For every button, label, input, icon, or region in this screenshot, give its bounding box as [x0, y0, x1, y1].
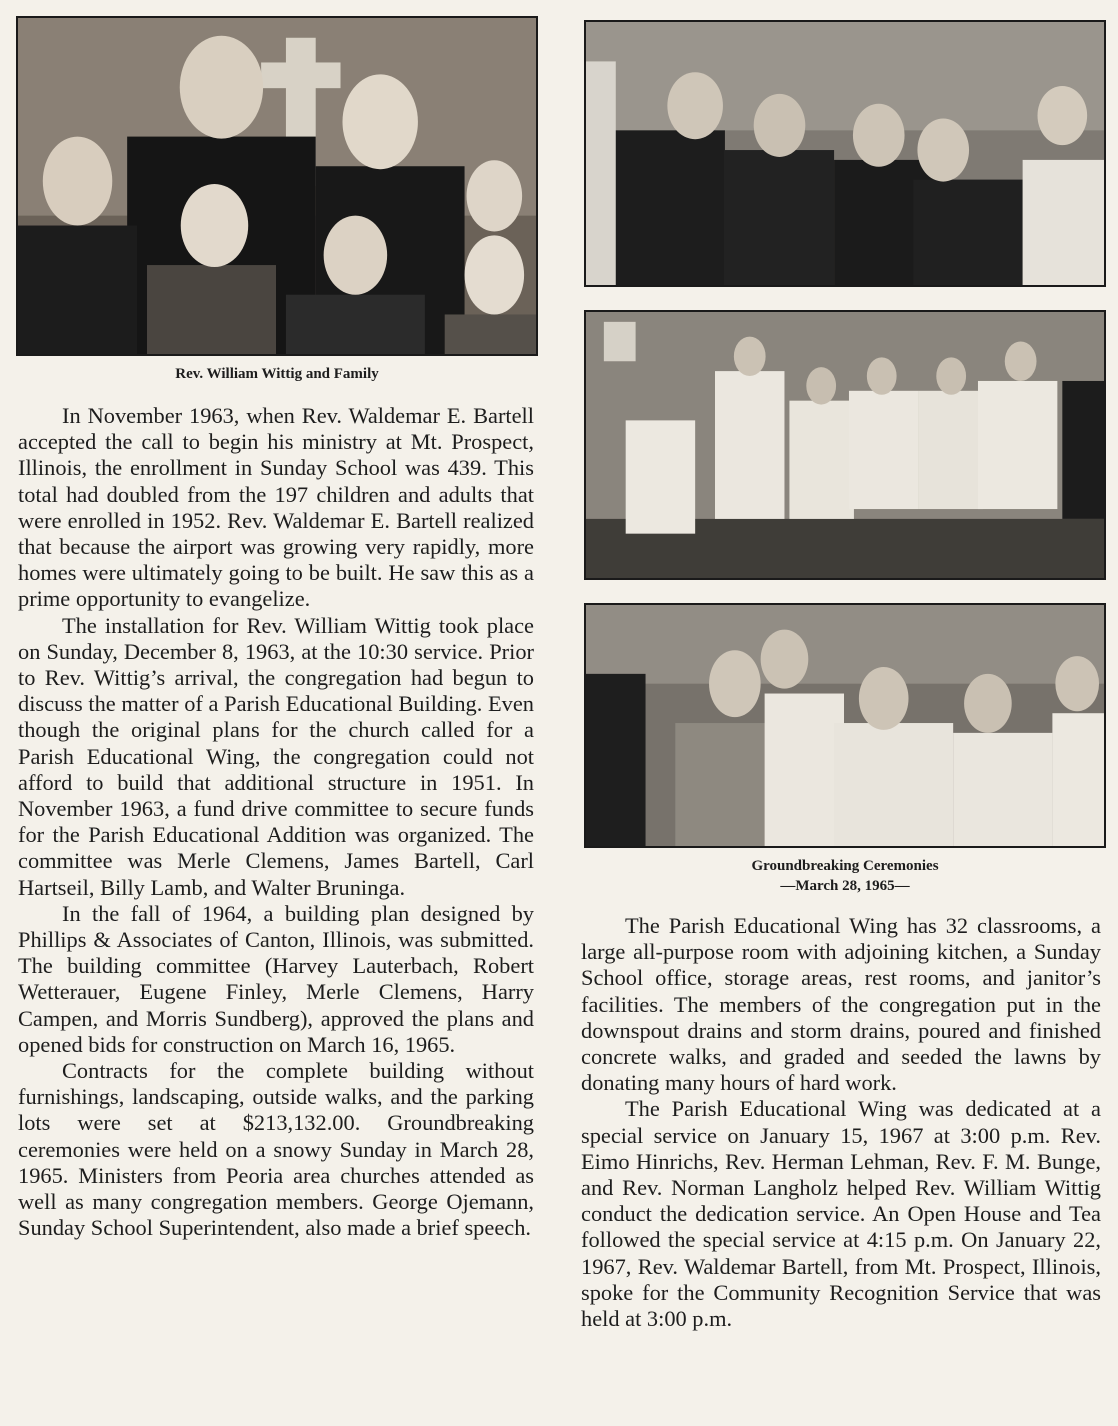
groundbreaking-caption-line1: Groundbreaking Ceremonies: [751, 858, 939, 874]
left-column-text: [18, 403, 534, 1242]
ceremony-photo-bottom: [584, 603, 1106, 848]
paragraph: The Parish Educational Wing was dedicated at a special service on January 15, 1967 at 3:00 p.m. Rev. Eimo Hinrichs, Rev. Herman Lehman, Rev. F. M. Bunge, and Rev. Norman Langholz helped Rev. William Wittig conduct the dedication service. An Open House and Tea followed the special service at 4:15 p.m. On January 22, 1967, Rev. Waldemar Bartell, from Mt. Prospect, Illinois, spoke for the Community Recognition Service that was held at 3:00 p.m.: [581, 1096, 1101, 1332]
paragraph: In November 1963, when Rev. Waldemar E. Bartell accepted the call to begin his ministry at Mt. Prospect, Illinois, the enrollment in Sunday School was 439. This total had doubled from the 197 children and adults that were enrolled in 1952. Rev. Waldemar E. Bartell realized that because the airport was growing very rapidly, more homes were ultimately going to be built. He saw this as a prime opportunity to evangelize.: [18, 403, 534, 612]
family-photo-caption: Rev. William Wittig and Family: [175, 366, 379, 382]
family-photo: [16, 16, 538, 356]
paragraph: The Parish Educational Wing has 32 classrooms, a large all-purpose room with adjoining kitchen, a Sunday School office, storage areas, rest rooms, and janitor’s facilities. The members of the congregation put in the downspout drains and storm drains, poured and finished concrete walks, and graded and seeded the lawns by donating many hours of hard work.: [581, 913, 1101, 1096]
right-column-text: [581, 913, 1101, 1332]
paragraph: The installation for Rev. William Wittig took place on Sunday, December 8, 1963, at the 10:30 service. Prior to Rev. Wittig’s arrival, the congregation had begun to discuss the matter of a Parish Educational Building. Even though the original plans for the church called for a Parish Educational Wing, the congregation could not afford to build that additional structure in 1951. In November 1963, a fund drive committee to secure funds for the Parish Educational Addition was organized. The committee was Merle Clemens, James Bartell, Carl Hartseil, Billy Lamb, and Walter Bruninga.: [18, 612, 534, 900]
ceremony-photo-top: [584, 20, 1106, 287]
paragraph: In the fall of 1964, a building plan designed by Phillips & Associates of Canton, Illinois, was submitted. The building committee (Harvey Lauterbach, Robert Wetterauer, Eugene Finley, Merle Clemens, Harry Campen, and Morris Sundberg), approved the plans and opened bids for construction on March 16, 1965.: [18, 900, 534, 1057]
paragraph: Contracts for the complete building without furnishings, landscaping, outside walks, and the parking lots were set at $213,132.00. Groundbreaking ceremonies were held on a snowy Sunday in March 28, 1965. Ministers from Peoria area churches attended as well as many congregation members. George Ojemann, Sunday School Superintendent, also made a brief speech.: [18, 1058, 534, 1241]
groundbreaking-caption-line2: —March 28, 1965—: [780, 878, 910, 894]
ceremony-photo-middle: [584, 310, 1106, 580]
groundbreaking-caption: [584, 856, 1106, 896]
